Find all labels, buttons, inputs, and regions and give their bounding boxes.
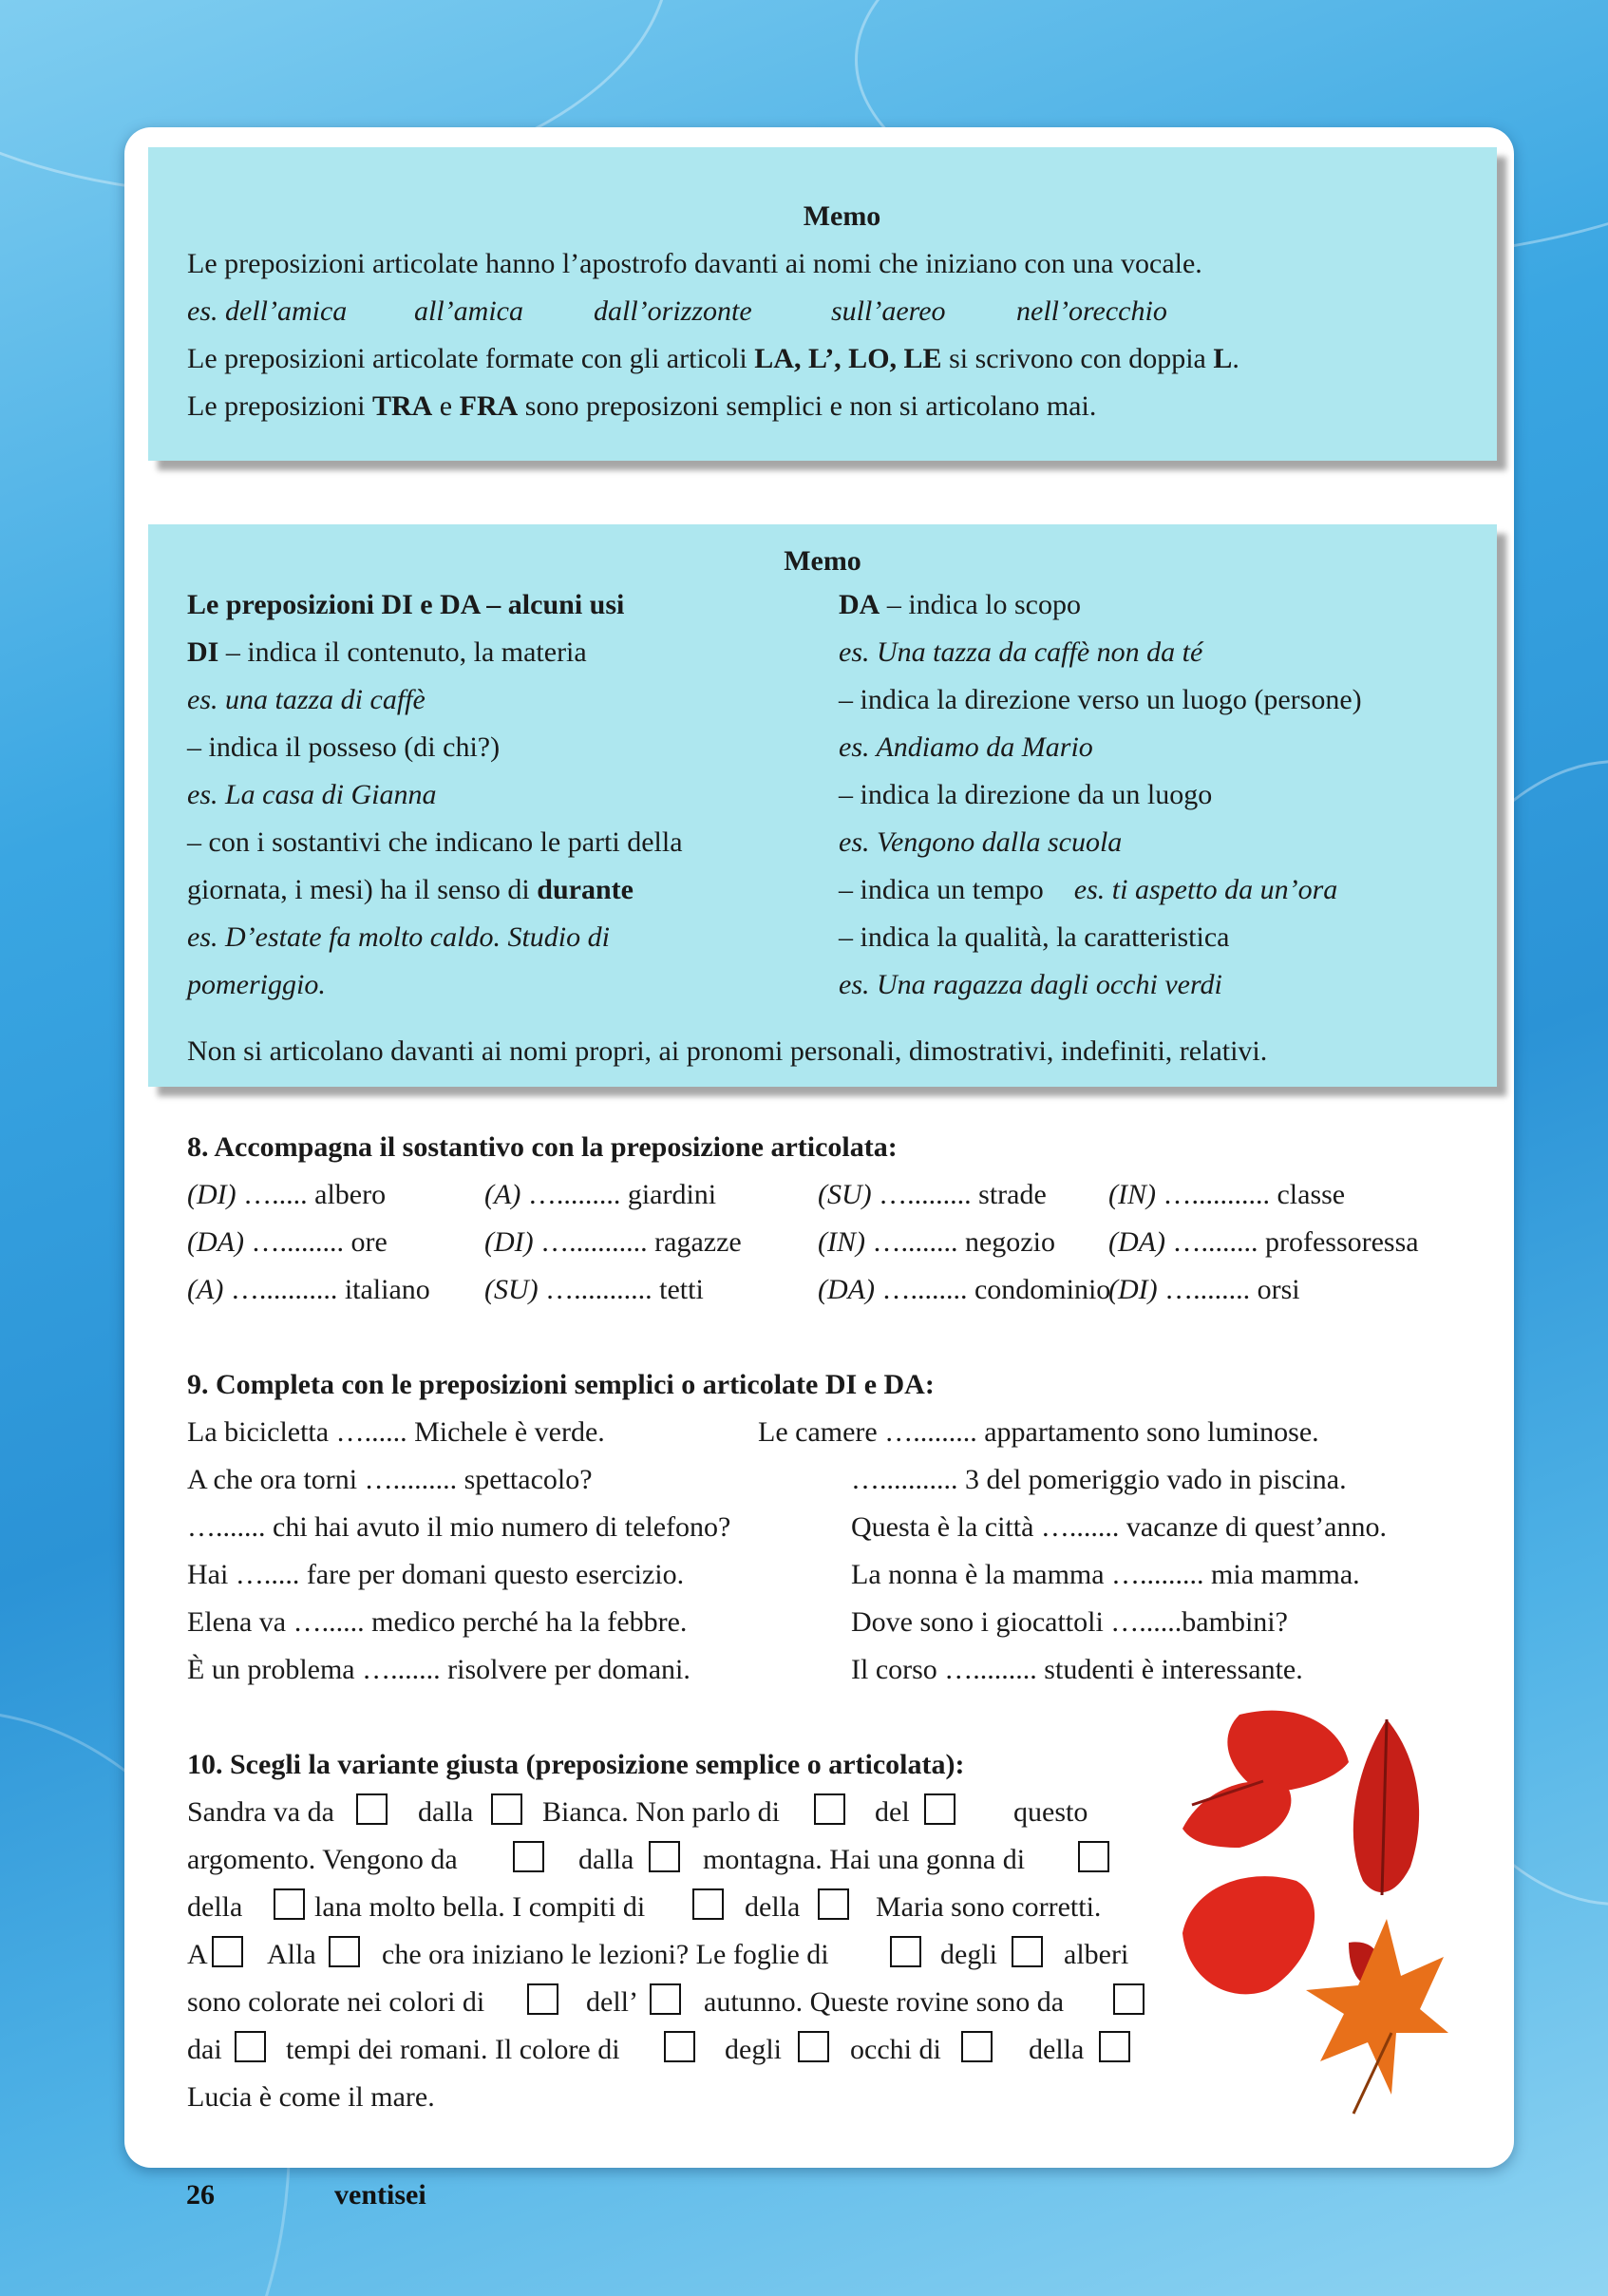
- sentence: La bicicletta …...... Michele è verde.: [187, 1416, 605, 1448]
- memo-box-apostrophe: [148, 147, 1497, 461]
- autumn-leaves-illustration: [1173, 1705, 1448, 2147]
- checkbox[interactable]: [649, 1841, 680, 1872]
- example-word: es. dell’amica: [187, 295, 348, 327]
- fill-in-item[interactable]: (SU) …......... strade: [818, 1179, 1047, 1210]
- sentence[interactable]: Elena va …...... medico perché ha la febbre.: [187, 1606, 688, 1638]
- sentence[interactable]: Il corso …......... studenti è interessante.: [851, 1654, 1303, 1685]
- example-word: dall’orizzonte: [594, 295, 752, 327]
- exercise-10: 10. Scegli la variante giusta (preposizione semplice o articolata): Sandra va da dalla Bianca. Non parlo di del questo argomento. Vengono da dalla montagna. Hai una gonna di della lana molto bella. I compiti di della Maria sono corretti. A Alla che ora iniziano le lezioni? Le foglie di degli alberi sono colorate nei colori di dell’ autunno. Queste rovine sono da dai tempi dei romani. Il colore di degli occhi di della Lucia è come il mare.: [187, 1741, 1175, 2121]
- example-word: nell’orecchio: [1016, 295, 1167, 327]
- fill-in-item[interactable]: (DI) …........ orsi: [1108, 1274, 1300, 1305]
- fill-in-item[interactable]: (DI) …..... albero: [187, 1179, 387, 1210]
- leaf-icon: [1182, 1876, 1315, 1994]
- checkbox[interactable]: [814, 1793, 845, 1825]
- memo-footer-note: Non si articolano davanti ai nomi propri, ai pronomi personali, dimostrativi, indefiniti, relativi.: [187, 1035, 1268, 1067]
- leaf-icon: [1306, 1919, 1448, 2114]
- fill-in-item[interactable]: (DA) …........ condominio: [818, 1274, 1111, 1305]
- fill-in-item[interactable]: (IN) …........ negozio: [818, 1226, 1055, 1258]
- memo-left-column: Le preposizioni DI e DA – alcuni usi DI – indica il contenuto, la materia es. una tazza di caffè – indica il posseso (di chi?) es. La casa di Gianna – con i sostantivi che indicano le parti della giornata, i mesi) ha il senso di durante es. D’estate fa molto caldo. Studio di pomeriggio.: [187, 589, 683, 1000]
- fill-in-item[interactable]: (IN) …........... classe: [1108, 1179, 1346, 1210]
- checkbox[interactable]: [818, 1888, 849, 1920]
- exercise-row: [187, 1171, 1498, 1219]
- example-word: sull’aereo: [831, 295, 946, 327]
- memo-line: Le preposizioni articolate hanno l’apostrofo davanti ai nomi che iniziano con una vocale.: [187, 248, 1202, 279]
- memo-right-column: DA – indica lo scopo es. Una tazza da caffè non da té – indica la direzione verso un luogo (persone) es. Andiamo da Mario – indica la direzione da un luogo es. Vengono dalla scuola – indica un tempo es. ti aspetto da un’ora – indica la qualità, la caratteristica es. Una ragazza dagli occhi verdi: [839, 589, 1362, 1000]
- leaf-icon: [1182, 1711, 1349, 1848]
- exercise-row: [187, 1456, 1498, 1504]
- memo-line: Le preposizioni articolate formate con gli articoli LA, L’, LO, LE si scrivono con doppia L.: [187, 343, 1239, 374]
- sentence[interactable]: A che ora torni …......... spettacolo?: [187, 1464, 593, 1495]
- exercise-title: 9. Completa con le preposizioni semplici o articolate DI e DA:: [187, 1369, 935, 1400]
- exercise-8: [187, 1124, 1498, 1314]
- checkbox[interactable]: [924, 1793, 955, 1825]
- sentence[interactable]: Dove sono i giocattoli …......bambini?: [851, 1606, 1288, 1638]
- page-number: 26: [186, 2179, 215, 2211]
- memo-examples: [187, 288, 1497, 335]
- exercise-row: [187, 1504, 1498, 1551]
- fill-in-item[interactable]: (SU) …........... tetti: [484, 1274, 704, 1305]
- fill-in-item[interactable]: (DI) …........... ragazze: [484, 1226, 742, 1258]
- exercise-row: [187, 1219, 1498, 1266]
- exercise-row: [187, 1551, 1498, 1599]
- leaf-icon: [1353, 1719, 1419, 1895]
- checkbox[interactable]: [664, 2031, 695, 2062]
- checkbox[interactable]: [1078, 1841, 1109, 1872]
- checkbox[interactable]: [356, 1793, 388, 1825]
- memo-line: Le preposizioni TRA e FRA sono preposizoni semplici e non si articolano mai.: [187, 390, 1097, 422]
- checkbox[interactable]: [329, 1936, 360, 1967]
- sentence[interactable]: …....... chi hai avuto il mio numero di telefono?: [187, 1511, 731, 1543]
- checkbox[interactable]: [212, 1936, 243, 1967]
- checkbox[interactable]: [1012, 1936, 1043, 1967]
- sentence[interactable]: È un problema …....... risolvere per domani.: [187, 1654, 690, 1685]
- checkbox[interactable]: [274, 1888, 305, 1920]
- memo-title: Memo: [803, 200, 881, 232]
- checkbox[interactable]: [491, 1793, 522, 1825]
- exercise-9: [187, 1361, 1498, 1694]
- checkbox[interactable]: [1113, 1983, 1145, 2015]
- checkbox[interactable]: [890, 1936, 921, 1967]
- sentence: Le camere …......... appartamento sono luminose.: [758, 1416, 1319, 1448]
- memo-title: Memo: [784, 545, 861, 577]
- checkbox[interactable]: [650, 1983, 681, 2015]
- sentence[interactable]: La nonna è la mamma …......... mia mamma.: [851, 1559, 1360, 1590]
- checkbox[interactable]: [527, 1983, 558, 2015]
- exercise-row: [187, 1266, 1498, 1314]
- memo-box-di-da: [148, 524, 1497, 1087]
- checkbox[interactable]: [1099, 2031, 1130, 2062]
- checkbox[interactable]: [692, 1888, 724, 1920]
- checkbox[interactable]: [798, 2031, 829, 2062]
- exercise-title: 10. Scegli la variante giusta (preposizione semplice o articolata):: [187, 1749, 965, 1780]
- example-word: all’amica: [414, 295, 523, 327]
- fill-in-item[interactable]: (A) …........... italiano: [187, 1274, 430, 1305]
- exercise-row: [187, 1646, 1498, 1694]
- fill-in-item[interactable]: (DA) …......... ore: [187, 1226, 388, 1258]
- exercise-row: [187, 1599, 1498, 1646]
- sentence[interactable]: Questa è la città …....... vacanze di quest’anno.: [851, 1511, 1387, 1543]
- checkbox[interactable]: [961, 2031, 993, 2062]
- sentence[interactable]: Hai …..... fare per domani questo esercizio.: [187, 1559, 685, 1590]
- sentence[interactable]: …........... 3 del pomeriggio vado in piscina.: [851, 1464, 1347, 1495]
- checkbox[interactable]: [235, 2031, 266, 2062]
- exercise-title: 8. Accompagna il sostantivo con la preposizione articolata:: [187, 1131, 898, 1163]
- fill-in-item[interactable]: (DA) …........ professoressa: [1108, 1226, 1419, 1258]
- memo-heading: Le preposizioni DI e DA – alcuni usi: [187, 589, 625, 620]
- fill-in-item[interactable]: (A) …......... giardini: [484, 1179, 717, 1210]
- page-word: ventisei: [334, 2179, 426, 2211]
- checkbox[interactable]: [513, 1841, 544, 1872]
